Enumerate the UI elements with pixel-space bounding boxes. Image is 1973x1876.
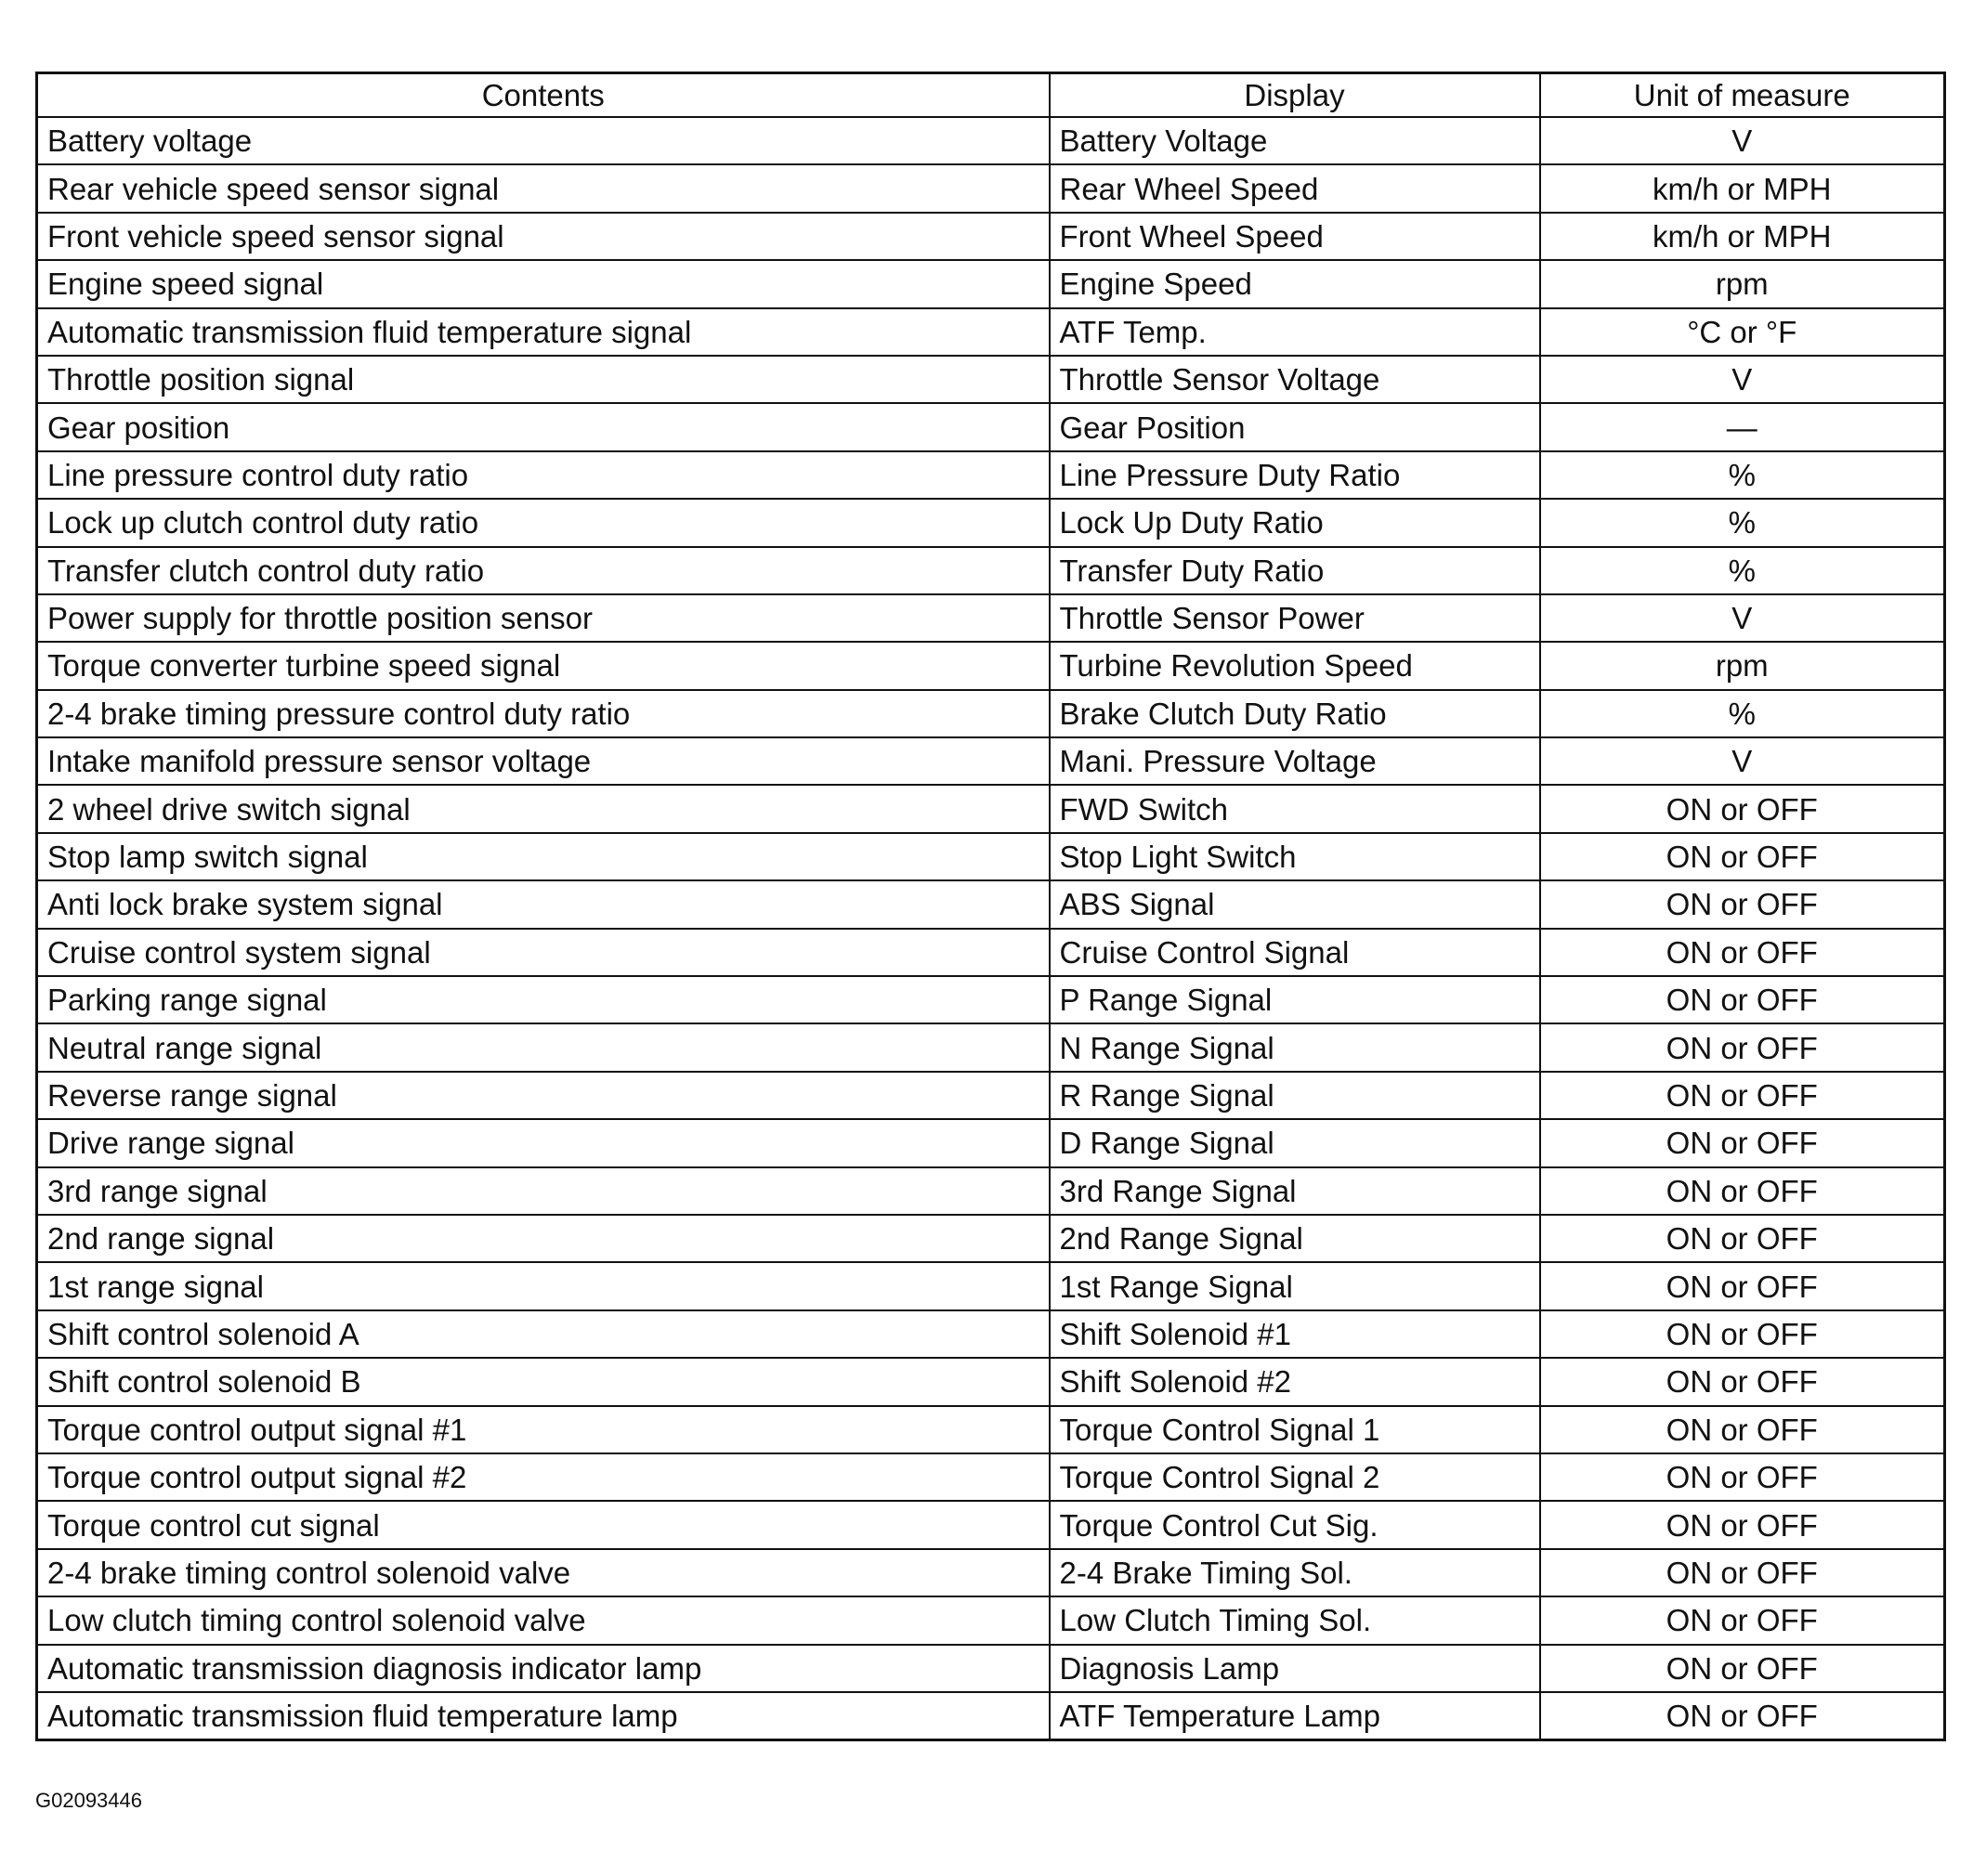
cell-display: Lock Up Duty Ratio: [1050, 499, 1540, 546]
table-row: [37, 1358, 1945, 1405]
cell-contents: Drive range signal: [37, 1119, 1050, 1166]
cell-display: Shift Solenoid #1: [1050, 1310, 1540, 1358]
cell-display: ATF Temp.: [1050, 308, 1540, 356]
cell-unit: rpm: [1540, 260, 1945, 307]
table-row: [37, 737, 1945, 785]
cell-unit: ON or OFF: [1540, 1358, 1945, 1405]
cell-contents: Intake manifold pressure sensor voltage: [37, 737, 1050, 785]
cell-contents: 3rd range signal: [37, 1167, 1050, 1215]
cell-unit: °C or °F: [1540, 308, 1945, 356]
cell-display: Stop Light Switch: [1050, 833, 1540, 880]
cell-unit: ON or OFF: [1540, 976, 1945, 1023]
cell-display: ABS Signal: [1050, 880, 1540, 928]
cell-display: Rear Wheel Speed: [1050, 164, 1540, 212]
cell-contents: Torque converter turbine speed signal: [37, 642, 1050, 689]
cell-contents: Lock up clutch control duty ratio: [37, 499, 1050, 546]
table-row: [37, 785, 1945, 832]
cell-contents: Throttle position signal: [37, 356, 1050, 403]
cell-unit: ON or OFF: [1540, 785, 1945, 832]
cell-display: Mani. Pressure Voltage: [1050, 737, 1540, 785]
cell-unit: —: [1540, 403, 1945, 450]
table-row: [37, 1310, 1945, 1358]
cell-contents: Torque control output signal #1: [37, 1406, 1050, 1453]
cell-unit: %: [1540, 451, 1945, 499]
table-row: [37, 1023, 1945, 1071]
cell-unit: V: [1540, 594, 1945, 642]
cell-contents: Neutral range signal: [37, 1023, 1050, 1071]
table-row: [37, 1453, 1945, 1501]
cell-contents: 2nd range signal: [37, 1215, 1050, 1262]
table-row: [37, 451, 1945, 499]
cell-display: Shift Solenoid #2: [1050, 1358, 1540, 1405]
table-row: [37, 164, 1945, 212]
cell-contents: Shift control solenoid A: [37, 1310, 1050, 1358]
cell-contents: Automatic transmission fluid temperature signal: [37, 308, 1050, 356]
cell-display: 3rd Range Signal: [1050, 1167, 1540, 1215]
table-row: [37, 690, 1945, 737]
cell-contents: Front vehicle speed sensor signal: [37, 213, 1050, 260]
table-row: [37, 403, 1945, 450]
table-row: [37, 1072, 1945, 1119]
cell-contents: Parking range signal: [37, 976, 1050, 1023]
table-row: [37, 833, 1945, 880]
cell-contents: 1st range signal: [37, 1262, 1050, 1309]
cell-contents: Rear vehicle speed sensor signal: [37, 164, 1050, 212]
table-row: [37, 547, 1945, 594]
table-row: [37, 976, 1945, 1023]
cell-unit: rpm: [1540, 642, 1945, 689]
table-row: [37, 260, 1945, 307]
cell-unit: ON or OFF: [1540, 833, 1945, 880]
cell-unit: ON or OFF: [1540, 1023, 1945, 1071]
cell-display: Transfer Duty Ratio: [1050, 547, 1540, 594]
cell-contents: Low clutch timing control solenoid valve: [37, 1596, 1050, 1644]
cell-display: 2nd Range Signal: [1050, 1215, 1540, 1262]
table-row: [37, 1262, 1945, 1309]
table-row: [37, 880, 1945, 928]
cell-unit: ON or OFF: [1540, 1215, 1945, 1262]
cell-contents: 2-4 brake timing pressure control duty ratio: [37, 690, 1050, 737]
table-row: [37, 308, 1945, 356]
cell-display: R Range Signal: [1050, 1072, 1540, 1119]
cell-display: 1st Range Signal: [1050, 1262, 1540, 1309]
table-row: [37, 929, 1945, 976]
cell-unit: V: [1540, 117, 1945, 164]
cell-display: Gear Position: [1050, 403, 1540, 450]
cell-contents: Automatic transmission diagnosis indicator lamp: [37, 1645, 1050, 1692]
cell-unit: ON or OFF: [1540, 880, 1945, 928]
data-table: [35, 72, 1946, 1741]
cell-unit: ON or OFF: [1540, 1072, 1945, 1119]
cell-unit: ON or OFF: [1540, 1310, 1945, 1358]
header-display: Display: [1050, 73, 1540, 118]
header-contents: Contents: [37, 73, 1050, 118]
cell-display: Torque Control Cut Sig.: [1050, 1501, 1540, 1548]
table-row: [37, 1549, 1945, 1596]
cell-unit: V: [1540, 737, 1945, 785]
cell-contents: Torque control cut signal: [37, 1501, 1050, 1548]
cell-display: Torque Control Signal 2: [1050, 1453, 1540, 1501]
cell-display: Cruise Control Signal: [1050, 929, 1540, 976]
cell-contents: Cruise control system signal: [37, 929, 1050, 976]
table-row: [37, 1215, 1945, 1262]
header-unit: Unit of measure: [1540, 73, 1945, 118]
cell-display: P Range Signal: [1050, 976, 1540, 1023]
cell-unit: ON or OFF: [1540, 1406, 1945, 1453]
cell-contents: Torque control output signal #2: [37, 1453, 1050, 1501]
cell-unit: %: [1540, 499, 1945, 546]
cell-unit: ON or OFF: [1540, 1596, 1945, 1644]
cell-contents: Power supply for throttle position sensor: [37, 594, 1050, 642]
cell-unit: km/h or MPH: [1540, 164, 1945, 212]
table-row: [37, 1406, 1945, 1453]
table-body: [37, 117, 1945, 1740]
cell-unit: ON or OFF: [1540, 929, 1945, 976]
cell-contents: Gear position: [37, 403, 1050, 450]
cell-display: D Range Signal: [1050, 1119, 1540, 1166]
table-row: [37, 1596, 1945, 1644]
cell-unit: %: [1540, 690, 1945, 737]
cell-display: Throttle Sensor Voltage: [1050, 356, 1540, 403]
cell-unit: ON or OFF: [1540, 1501, 1945, 1548]
table-row: [37, 499, 1945, 546]
cell-display: Turbine Revolution Speed: [1050, 642, 1540, 689]
cell-contents: Engine speed signal: [37, 260, 1050, 307]
table-row: [37, 117, 1945, 164]
cell-contents: 2-4 brake timing control solenoid valve: [37, 1549, 1050, 1596]
table-row: [37, 642, 1945, 689]
cell-contents: Anti lock brake system signal: [37, 880, 1050, 928]
cell-display: Battery Voltage: [1050, 117, 1540, 164]
cell-display: Torque Control Signal 1: [1050, 1406, 1540, 1453]
cell-unit: km/h or MPH: [1540, 213, 1945, 260]
cell-display: Engine Speed: [1050, 260, 1540, 307]
cell-display: Front Wheel Speed: [1050, 213, 1540, 260]
cell-display: Low Clutch Timing Sol.: [1050, 1596, 1540, 1644]
cell-display: ATF Temperature Lamp: [1050, 1692, 1540, 1740]
cell-display: N Range Signal: [1050, 1023, 1540, 1071]
table-row: [37, 1501, 1945, 1548]
cell-unit: ON or OFF: [1540, 1453, 1945, 1501]
cell-contents: Reverse range signal: [37, 1072, 1050, 1119]
cell-display: Diagnosis Lamp: [1050, 1645, 1540, 1692]
table-row: [37, 1167, 1945, 1215]
table-row: [37, 213, 1945, 260]
cell-contents: Line pressure control duty ratio: [37, 451, 1050, 499]
cell-contents: Stop lamp switch signal: [37, 833, 1050, 880]
cell-display: Line Pressure Duty Ratio: [1050, 451, 1540, 499]
cell-display: 2-4 Brake Timing Sol.: [1050, 1549, 1540, 1596]
cell-unit: ON or OFF: [1540, 1167, 1945, 1215]
table-row: [37, 594, 1945, 642]
cell-unit: %: [1540, 547, 1945, 594]
cell-display: FWD Switch: [1050, 785, 1540, 832]
cell-contents: Automatic transmission fluid temperature lamp: [37, 1692, 1050, 1740]
figure-id: G02093446: [35, 1789, 142, 1812]
cell-contents: Shift control solenoid B: [37, 1358, 1050, 1405]
cell-display: Brake Clutch Duty Ratio: [1050, 690, 1540, 737]
table-row: [37, 1645, 1945, 1692]
cell-unit: ON or OFF: [1540, 1262, 1945, 1309]
cell-contents: 2 wheel drive switch signal: [37, 785, 1050, 832]
cell-unit: ON or OFF: [1540, 1692, 1945, 1740]
cell-unit: ON or OFF: [1540, 1549, 1945, 1596]
table-row: [37, 356, 1945, 403]
table-row: [37, 1119, 1945, 1166]
cell-contents: Battery voltage: [37, 117, 1050, 164]
header-row: [37, 73, 1945, 118]
cell-unit: V: [1540, 356, 1945, 403]
cell-unit: ON or OFF: [1540, 1645, 1945, 1692]
cell-display: Throttle Sensor Power: [1050, 594, 1540, 642]
cell-contents: Transfer clutch control duty ratio: [37, 547, 1050, 594]
table-row: [37, 1692, 1945, 1740]
cell-unit: ON or OFF: [1540, 1119, 1945, 1166]
